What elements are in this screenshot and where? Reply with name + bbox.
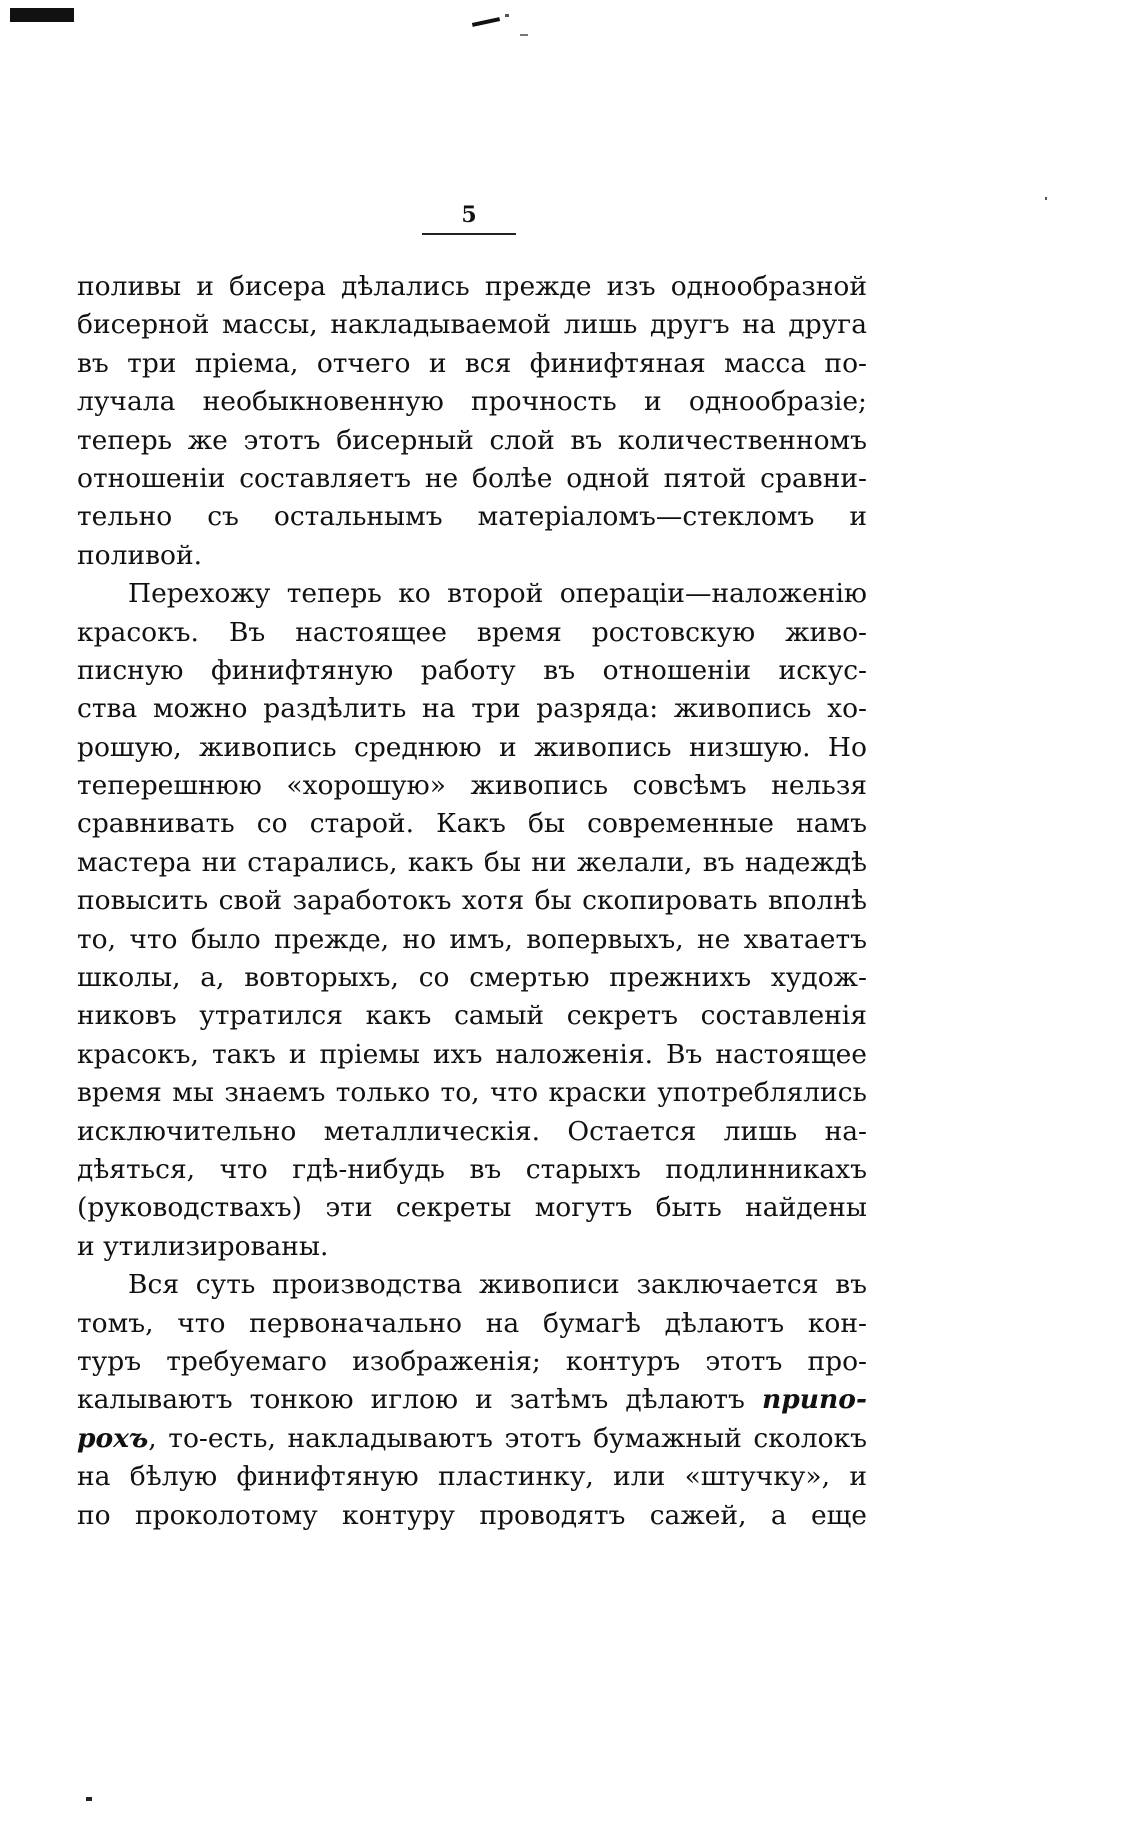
text-line: на бѣлую финифтяную пластинку, или «штучку», и [77,1461,867,1493]
text-line: красокъ. Въ настоящее время ростовскую живо- [77,616,867,648]
text-line: и утилизированы. [77,1230,329,1262]
text-line-with-term [77,1381,867,1419]
text-fragment: , то-есть, накладываютъ этотъ бумажный сколокъ [148,1422,867,1454]
text-line: дѣяться, что гдѣ-нибудь въ старыхъ подлинникахъ [77,1153,867,1185]
text-line: поливой. [77,539,203,571]
text-line: томъ, что первоначально на бумагѣ дѣлаютъ кон- [77,1307,867,1339]
text-line: въ три пріема, отчего и вся финифтяная масса по- [77,347,867,379]
text-line: тельно съ остальнымъ матеріаломъ—стекломъ и [77,501,867,533]
emphasized-term: припо- [761,1384,867,1416]
text-line: по проколотому контуру проводятъ сажей, а еще [77,1499,867,1531]
text-line: теперешнюю «хорошую» живопись совсѣмъ нельзя [77,770,867,802]
text-fragment: калываютъ тонкою иглою и затѣмъ дѣлаютъ [77,1384,745,1416]
text-line: время мы знаемъ только то, что краски употреблялись [77,1077,867,1109]
text-line: рошую, живопись среднюю и живопись низшую. Но [77,731,867,763]
text-line: лучала необыкновенную прочность и однообразіе; [77,386,867,418]
paragraph-1 [77,268,867,575]
text-line: школы, а, вовторыхъ, со смертью прежнихъ худож- [77,962,867,994]
emphasized-term: рохъ [77,1422,149,1454]
scan-artifact-bottom-left [86,1797,92,1801]
page-number: 5 [461,202,477,228]
scan-artifact-top-center [472,17,500,27]
text-line: Вся суть производства живописи заключается въ [128,1269,867,1301]
text-line: Перехожу теперь ко второй операціи—наложенію [128,578,867,610]
scan-artifact-dot [505,14,509,17]
text-line: теперь же этотъ бисерный слой въ количественномъ [77,424,867,456]
text-line: ства можно раздѣлить на три разряда: живопись хо- [77,693,867,725]
text-line: мастера ни старались, какъ бы ни желали, въ надеждѣ [77,846,867,878]
text-line: никовъ утратился какъ самый секретъ составленія [77,1000,867,1032]
text-line: туръ требуемаго изображенія; контуръ этотъ про- [77,1345,867,1377]
scan-artifact-right-dot [1045,197,1047,200]
paragraph-2 [77,575,867,1266]
text-line: исключительно металлическія. Остается лишь на- [77,1115,867,1147]
text-line-with-term [77,1420,867,1458]
paragraph-3 [77,1266,867,1535]
scan-artifact-top-left [10,8,74,22]
body-text [77,268,867,1535]
text-line: повысить свой заработокъ хотя бы скопировать вполнѣ [77,885,867,917]
text-line: писную финифтяную работу въ отношеніи искус- [77,654,867,686]
scan-artifact-dash [520,34,528,36]
text-line: сравнивать со старой. Какъ бы современные намъ [77,808,867,840]
text-line: поливы и бисера дѣлались прежде изъ однообразной [77,271,867,302]
text-line: (руководствахъ) эти секреты могутъ быть найдены [77,1192,867,1224]
page-number-rule [422,233,516,235]
text-line: отношеніи составляетъ не болѣе одной пятой сравни- [77,462,867,494]
text-line: то, что было прежде, но имъ, вопервыхъ, не хватаетъ [77,923,867,955]
text-line: красокъ, такъ и пріемы ихъ наложенія. Въ настоящее [77,1038,867,1070]
text-line: бисерной массы, накладываемой лишь другъ на друга [77,309,867,341]
